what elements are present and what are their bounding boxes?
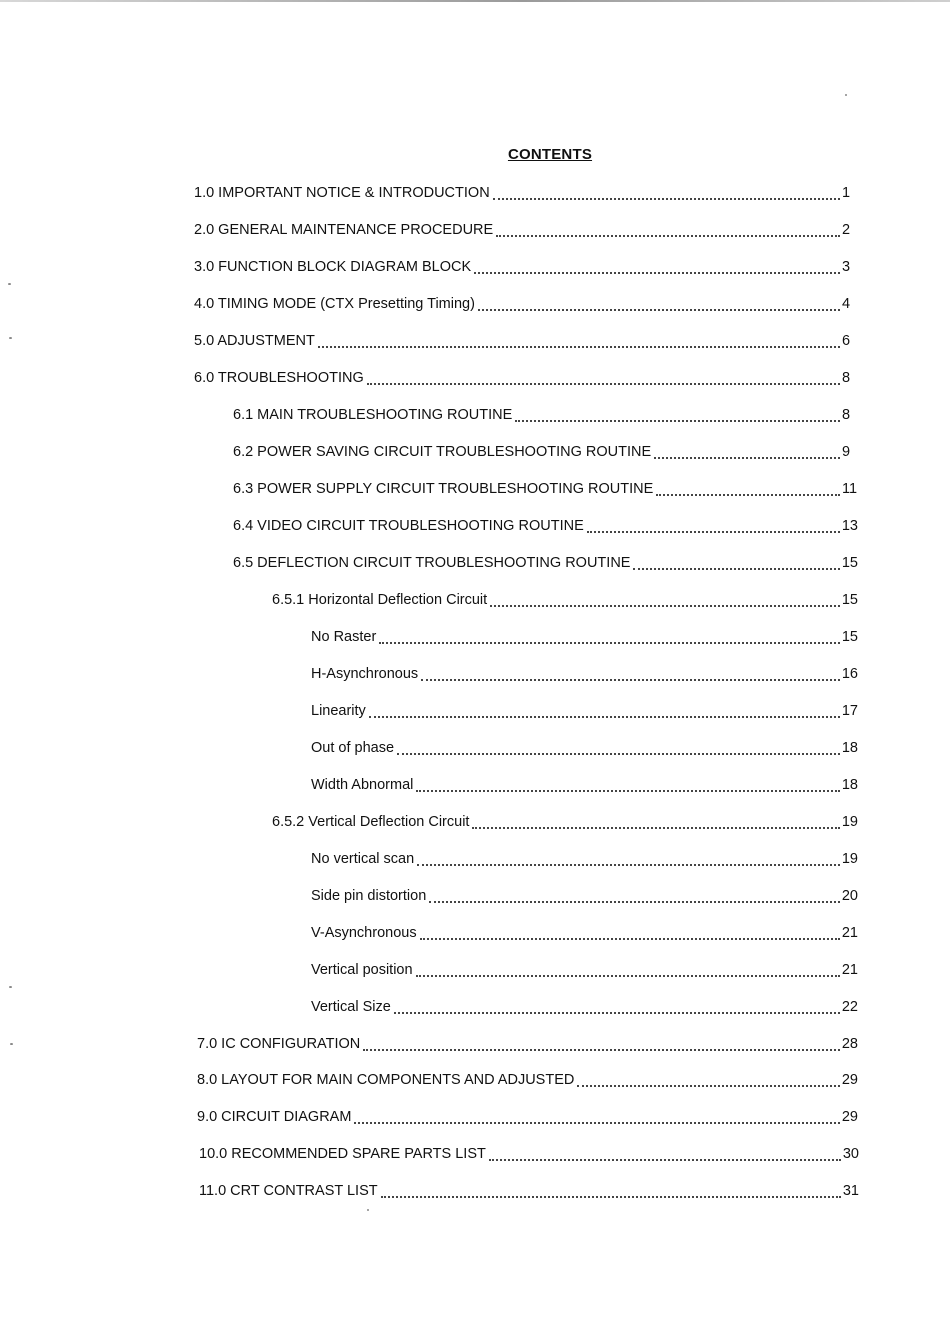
toc-entry-label: 5.0 ADJUSTMENT <box>194 333 315 349</box>
toc-entry <box>233 554 858 572</box>
toc-entry-page: 19 <box>841 851 858 867</box>
dot-leader <box>577 1085 840 1087</box>
dot-leader <box>656 494 840 496</box>
dot-leader <box>490 605 840 607</box>
toc-entry-page: 8 <box>842 370 851 386</box>
toc-entry <box>272 813 858 831</box>
toc-entry <box>233 406 858 424</box>
toc-entry-label: No vertical scan <box>311 851 415 867</box>
toc-entry-page: 18 <box>841 740 858 756</box>
toc-entry <box>311 665 858 683</box>
toc-entry <box>233 517 858 535</box>
dot-leader <box>420 938 840 940</box>
toc-entry <box>311 998 858 1016</box>
dot-leader <box>493 198 840 200</box>
dot-leader <box>354 1122 839 1124</box>
toc-entry-label: 1.0 IMPORTANT NOTICE & INTRODUCTION <box>194 185 490 201</box>
toc-entry-label: 10.0 RECOMMENDED SPARE PARTS LIST <box>199 1146 486 1162</box>
toc-entry-page: 2 <box>842 222 851 238</box>
toc-entry <box>311 887 858 905</box>
toc-entry-page: 15 <box>841 629 858 645</box>
toc-entry-page: 15 <box>841 592 858 608</box>
dot-leader <box>472 827 839 829</box>
toc-entry <box>311 850 858 868</box>
toc-entry <box>194 221 858 239</box>
dot-leader <box>394 1012 840 1014</box>
toc-entry-label: Vertical Size <box>311 999 391 1015</box>
dot-leader <box>369 716 840 718</box>
contents-title: CONTENTS <box>507 146 593 163</box>
dot-leader <box>367 383 840 385</box>
toc-entry-page: 9 <box>842 444 851 460</box>
toc-entry <box>311 776 858 794</box>
toc-entry-label: 6.1 MAIN TROUBLESHOOTING ROUTINE <box>233 407 513 423</box>
dot-leader <box>363 1049 840 1051</box>
toc-entry-label: H-Asynchronous <box>311 666 419 682</box>
toc-entry-label: No Raster <box>311 629 377 645</box>
toc-entry-page: 3 <box>842 259 851 275</box>
toc-entry-label: 6.5 DEFLECTION CIRCUIT TROUBLESHOOTING ROUTINE <box>233 555 631 571</box>
toc-entry-label: Vertical position <box>311 962 413 978</box>
toc-entry-page: 31 <box>842 1183 859 1199</box>
toc-entry-label: 8.0 LAYOUT FOR MAIN COMPONENTS AND ADJUSTED <box>197 1072 575 1088</box>
toc-entry-page: 4 <box>842 296 851 312</box>
toc-entry-page: 15 <box>841 555 858 571</box>
toc-entry-label: 4.0 TIMING MODE (CTX Presetting Timing) <box>194 296 475 312</box>
toc-entry <box>233 443 858 461</box>
toc-entry-label: 6.0 TROUBLESHOOTING <box>194 370 364 386</box>
dot-leader <box>421 679 840 681</box>
toc-entry-page: 20 <box>841 888 858 904</box>
toc-entry-page: 8 <box>842 407 851 423</box>
toc-entry-label: 6.5.2 Vertical Deflection Circuit <box>272 814 470 830</box>
dot-leader <box>416 975 840 977</box>
dot-leader <box>416 790 840 792</box>
toc-entry <box>199 1145 859 1163</box>
toc-entry-page: 28 <box>841 1036 858 1052</box>
toc-entry-page: 13 <box>841 518 858 534</box>
toc-entry <box>194 258 858 276</box>
dot-leader <box>496 235 840 237</box>
toc-entry-label: Out of phase <box>311 740 395 756</box>
toc-entry-label: 7.0 IC CONFIGURATION <box>197 1036 361 1052</box>
toc-entry <box>311 628 858 646</box>
toc-entry-label: 11.0 CRT CONTRAST LIST <box>199 1183 378 1199</box>
toc-entry <box>194 332 858 350</box>
toc-entry-page: 16 <box>841 666 858 682</box>
toc-entry <box>194 295 858 313</box>
toc-entry-label: 6.3 POWER SUPPLY CIRCUIT TROUBLESHOOTING ROUTINE <box>233 481 654 497</box>
toc-entry-page: 1 <box>842 185 851 201</box>
dot-leader <box>381 1196 841 1198</box>
toc-entry <box>311 961 858 979</box>
toc-entry-page: 18 <box>841 777 858 793</box>
dot-leader <box>417 864 840 866</box>
toc-entry-page: 30 <box>842 1146 859 1162</box>
dot-leader <box>489 1159 841 1161</box>
dot-leader <box>318 346 840 348</box>
toc-entry-label: Linearity <box>311 703 366 719</box>
dot-leader <box>429 901 840 903</box>
toc-entry <box>197 1071 858 1089</box>
dot-leader <box>633 568 839 570</box>
toc-entry-label: Width Abnormal <box>311 777 414 793</box>
dot-leader <box>587 531 840 533</box>
toc-entry-label: Side pin distortion <box>311 888 427 904</box>
dot-leader <box>397 753 840 755</box>
toc-entry <box>197 1035 858 1053</box>
toc-entry-page: 22 <box>841 999 858 1015</box>
toc-entry-page: 11 <box>842 481 858 497</box>
toc-entry <box>311 924 858 942</box>
toc-entry <box>199 1182 859 1200</box>
toc-entry-page: 21 <box>841 962 858 978</box>
dot-leader <box>478 309 840 311</box>
toc-entry-page: 21 <box>841 925 858 941</box>
dot-leader <box>654 457 840 459</box>
toc-entry-label: 9.0 CIRCUIT DIAGRAM <box>197 1109 352 1125</box>
toc-entry-page: 19 <box>841 814 858 830</box>
dot-leader <box>474 272 840 274</box>
toc-entry <box>311 739 858 757</box>
toc-entry-page: 6 <box>842 333 851 349</box>
toc-entry-label: 2.0 GENERAL MAINTENANCE PROCEDURE <box>194 222 494 238</box>
dot-leader <box>515 420 840 422</box>
toc-entry-label: V-Asynchronous <box>311 925 417 941</box>
toc-entry-page: 29 <box>841 1109 858 1125</box>
toc-entry <box>233 480 858 498</box>
toc-entry <box>194 184 858 202</box>
toc-entry-page: 29 <box>841 1072 858 1088</box>
toc-entry-label: 6.5.1 Horizontal Deflection Circuit <box>272 592 488 608</box>
toc-entry <box>194 369 858 387</box>
toc-entry-label: 3.0 FUNCTION BLOCK DIAGRAM BLOCK <box>194 259 472 275</box>
dot-leader <box>379 642 840 644</box>
toc-entry-label: 6.2 POWER SAVING CIRCUIT TROUBLESHOOTING ROUTINE <box>233 444 652 460</box>
toc-entry <box>311 702 858 720</box>
toc-entry-page: 17 <box>841 703 858 719</box>
toc-entry <box>197 1108 858 1126</box>
toc-entry-label: 6.4 VIDEO CIRCUIT TROUBLESHOOTING ROUTINE <box>233 518 584 534</box>
toc-entry <box>272 591 858 609</box>
